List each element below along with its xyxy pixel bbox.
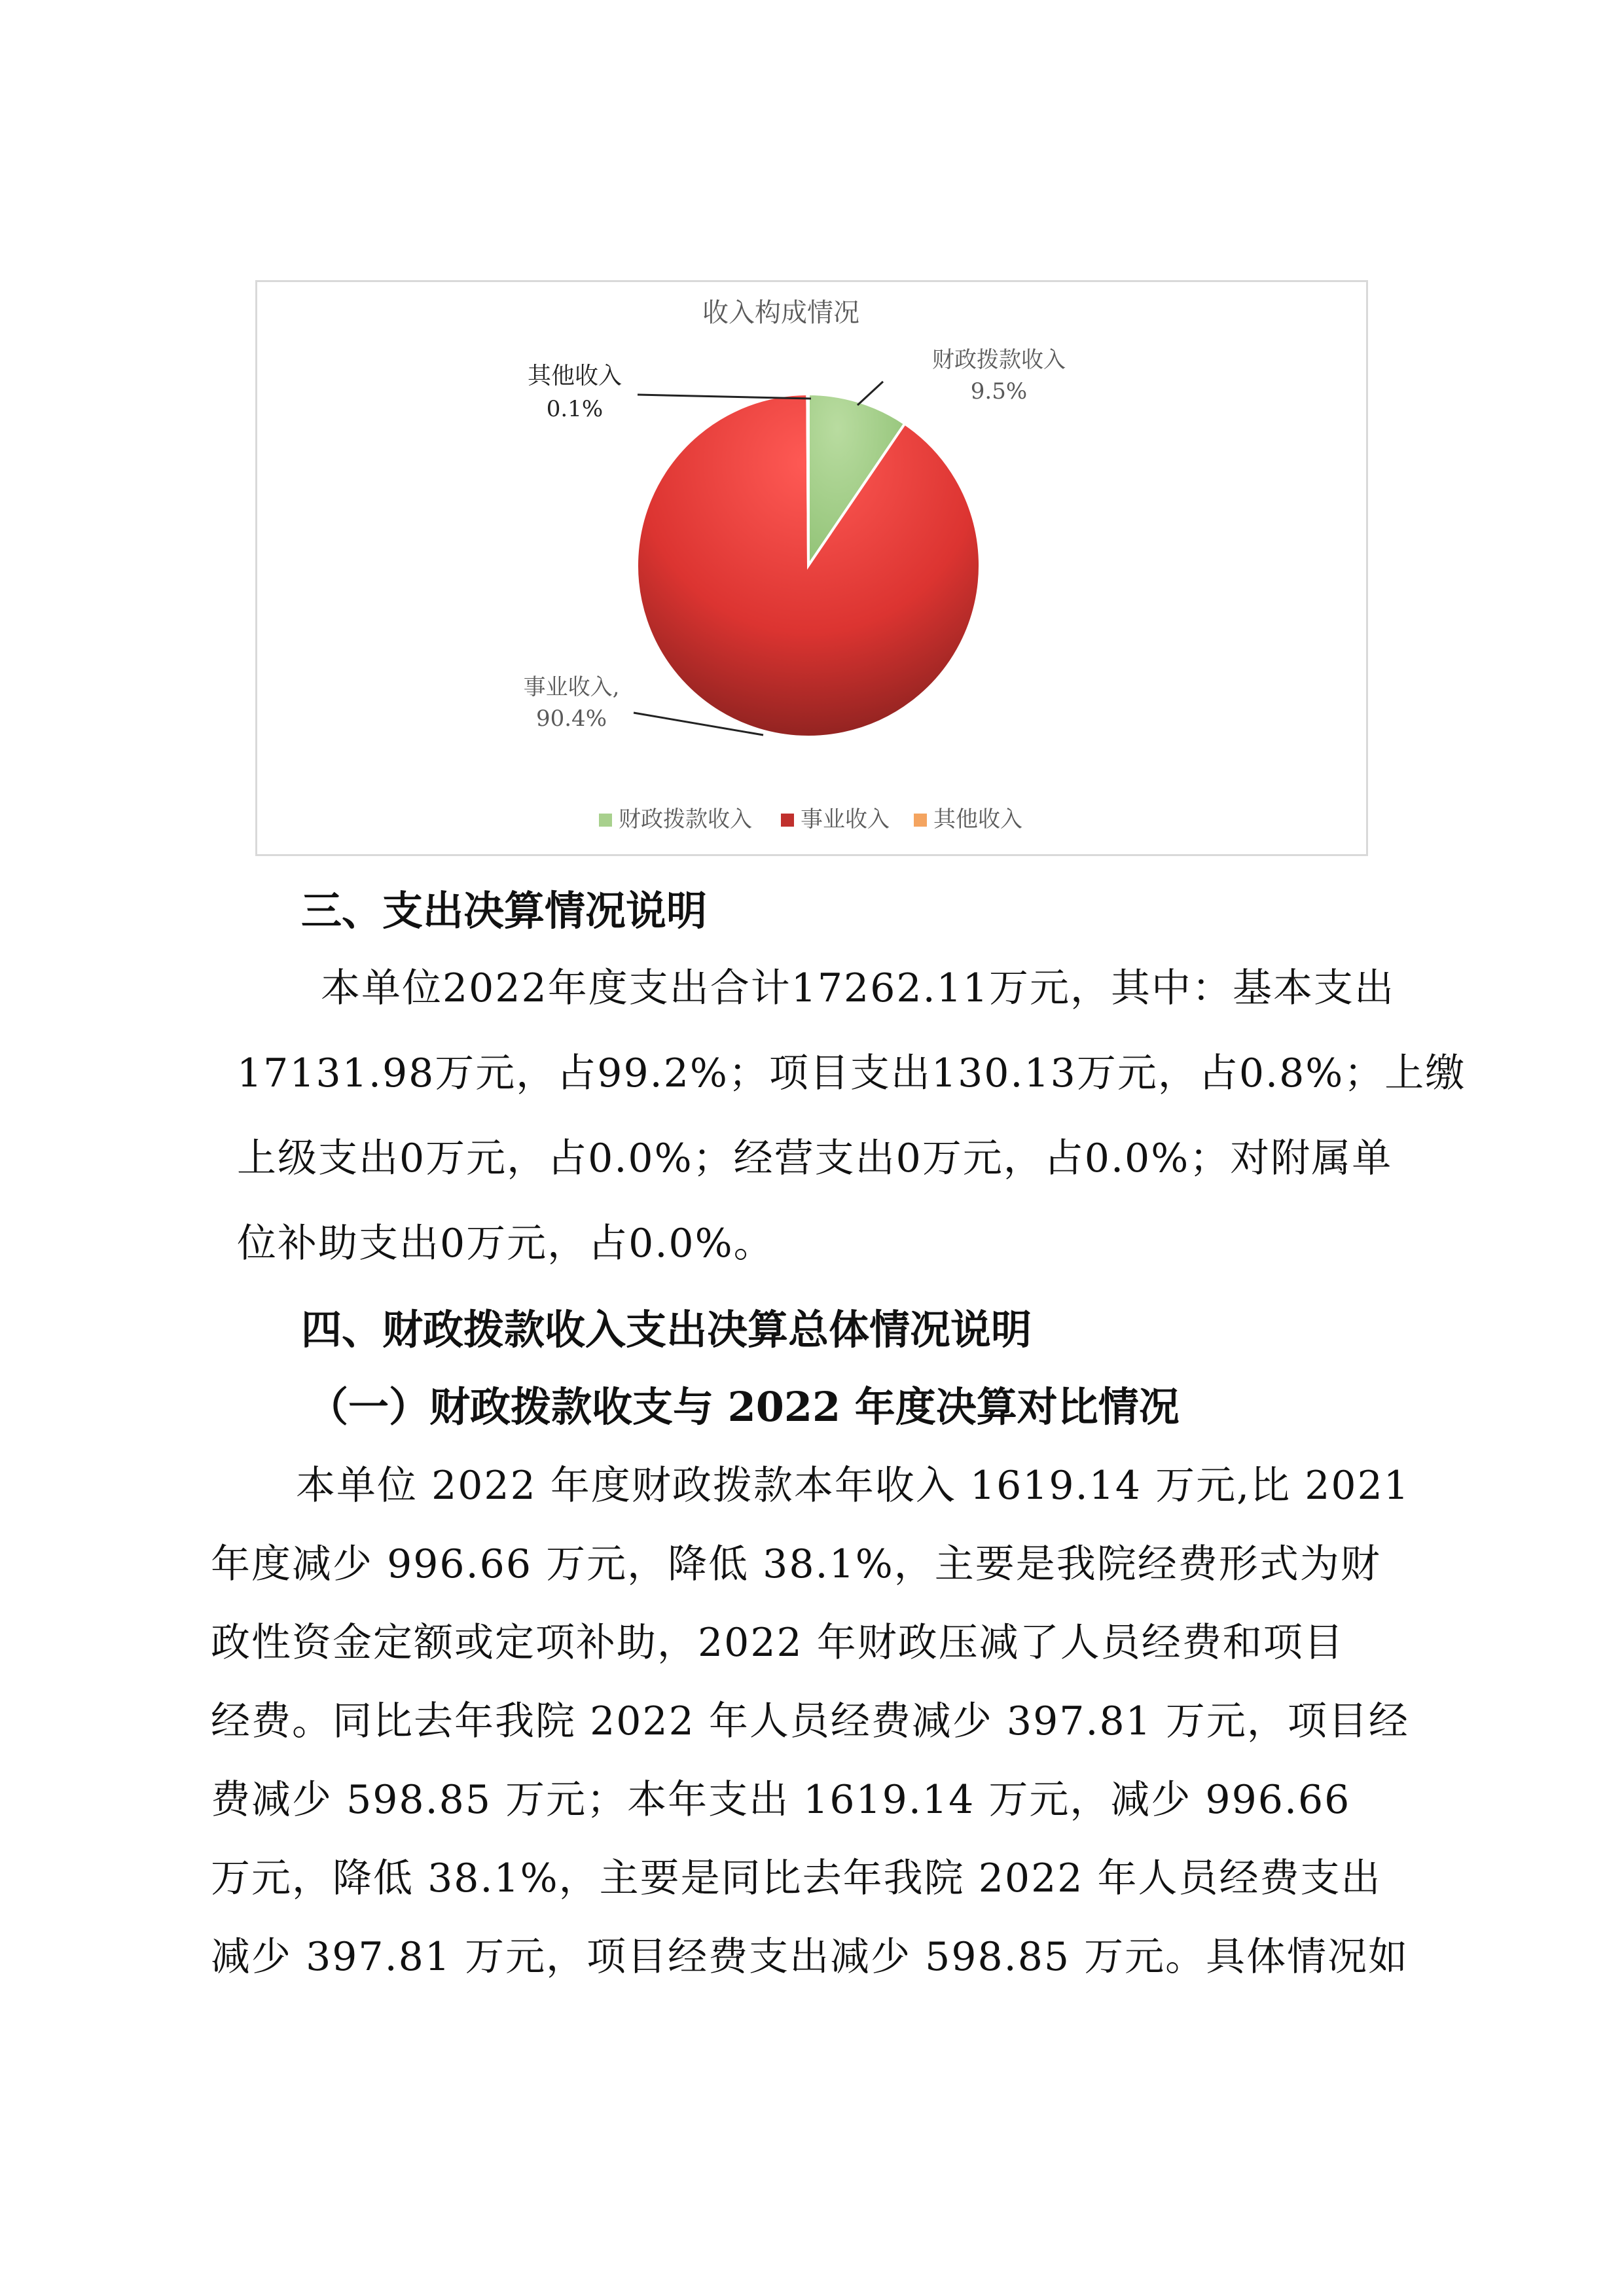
section-4-subheading: （一）财政拨款收支与 2022 年度决算对比情况: [308, 1383, 1180, 1431]
legend-swatch-business: [781, 814, 794, 827]
section-3-line-4: 位补助支出0万元，占0.0%。: [237, 1221, 774, 1266]
legend-label-business: 事业收入: [801, 806, 890, 833]
section-4-line-6: 万元，降低 38.1%，主要是同比去年我院 2022 年人员经费支出: [211, 1856, 1382, 1901]
section-4-line-5: 费减少 598.85 万元；本年支出 1619.14 万元，减少 996.66: [211, 1777, 1351, 1823]
section-4-heading: 四、财政拨款收入支出决算总体情况说明: [301, 1306, 1032, 1354]
legend-label-other: 其他收入: [933, 806, 1022, 833]
section-3-line-1: 本单位2022年度支出合计17262.11万元，其中：基本支出: [321, 965, 1395, 1011]
label-fiscal-value: 9.5%: [970, 378, 1028, 404]
pie-chart-svg: [257, 282, 1370, 858]
label-other-value: 0.1%: [546, 396, 604, 422]
legend-label-fiscal: 财政拨款收入: [619, 806, 752, 833]
label-business-name: 事业收入,: [523, 674, 620, 700]
section-4-line-4: 经费。同比去年我院 2022 年人员经费减少 397.81 万元，项目经: [211, 1698, 1409, 1744]
section-3-line-2: 17131.98万元，占99.2%；项目支出130.13万元，占0.8%；上缴: [237, 1050, 1466, 1096]
section-3-line-3: 上级支出0万元，占0.0%；经营支出0万元，占0.0%；对附属单: [237, 1136, 1393, 1181]
section-4-line-7: 减少 397.81 万元，项目经费支出减少 598.85 万元。具体情况如: [211, 1934, 1409, 1980]
legend-swatch-other: [914, 814, 927, 827]
pie-slice-other: [807, 394, 808, 565]
label-fiscal-name: 财政拨款收入: [932, 347, 1066, 373]
income-composition-chart: [255, 280, 1368, 856]
label-other-name: 其他收入: [527, 363, 623, 389]
chart-title: 收入构成情况: [702, 298, 859, 328]
section-4-line-1: 本单位 2022 年度财政拨款本年收入 1619.14 万元,比 2021: [296, 1463, 1410, 1509]
chart-legend: [599, 806, 1022, 833]
label-business-value: 90.4%: [535, 706, 607, 732]
leader-line-fiscal: [857, 382, 883, 405]
section-4-line-3: 政性资金定额或定项补助，2022 年财政压减了人员经费和项目: [211, 1620, 1344, 1666]
pie-slices: [637, 394, 980, 737]
section-4-line-2: 年度减少 996.66 万元，降低 38.1%，主要是我院经费形式为财: [211, 1541, 1381, 1587]
section-3-heading: 三、支出决算情况说明: [301, 887, 708, 935]
legend-swatch-fiscal: [599, 814, 612, 827]
